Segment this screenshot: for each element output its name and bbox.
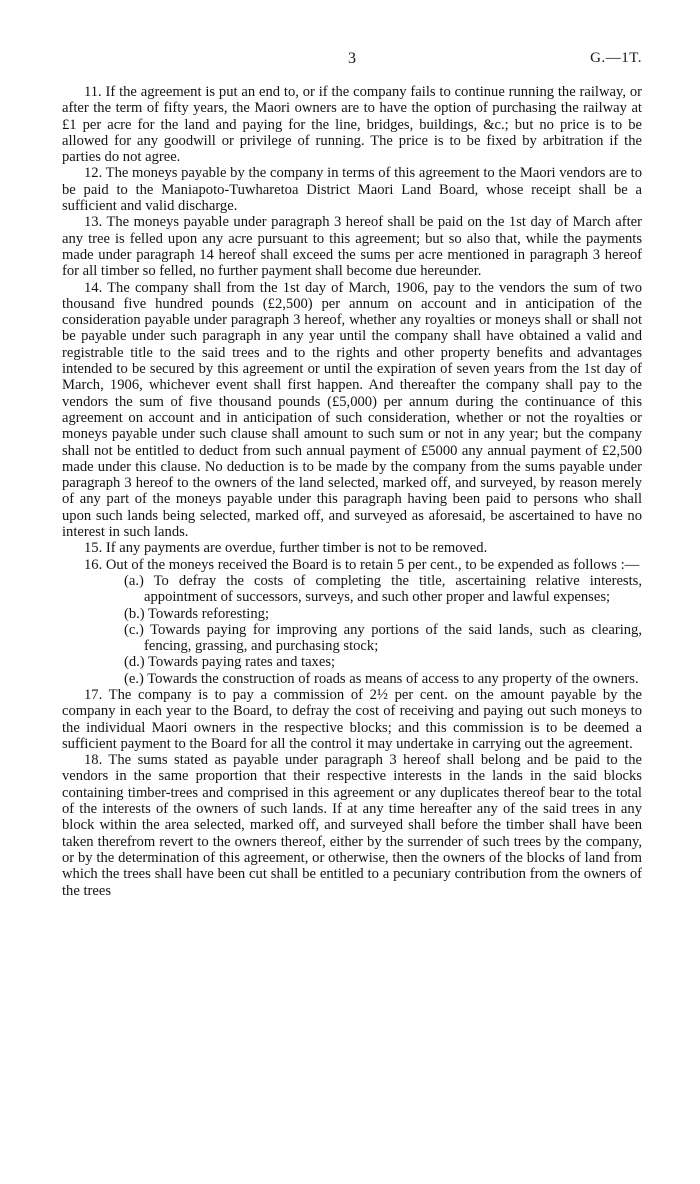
page-header xyxy=(62,50,642,70)
sub-item-a: (a.) To defray the costs of completing the title, ascertaining relative interests, appointment of successors, surveys, and such other proper and lawful expenses; xyxy=(124,572,642,606)
sub-item-e: (e.) Towards the construction of roads as means of access to any property of the owners. xyxy=(124,670,639,687)
paragraph-14: 14. The company shall from the 1st day of March, 1906, pay to the vendors the sum of two thousand five hundred pounds (£2,500) per annum on account and in anticipation of the consideration payable under paragraph 3 hereof, whether any royalties or moneys shall or shall not be payable under such paragraph in any year until the company shall have obtained a valid and registrable title to the said trees and to the rights and other property benefits and advantages intended to be secured by this agreement or until the expiration of seven years from the 1st day of March, 1906, whichever event shall first happen. And thereafter the company shall pay to the vendors the sum of five thousand pounds (£5,000) per annum during the continuance of this agreement on account and in anticipation of such consideration, whether or not the royalties or moneys payable under such clause shall amount to such sum or not in any year; but the company shall not be entitled to deduct from such annual payment of £5000 any annual payment of £2,500 made under this clause. No deduction is to be made by the company from the sums payable under paragraph 3 hereof to the owners of the land selected, marked off, and surveyed, by reason merely of any part of the moneys payable under this paragraph having been paid to persons who shall upon such lands being selected, marked off, and surveyed as aforesaid, be ascertained to have no interest in such lands. xyxy=(62,279,642,541)
document-body xyxy=(62,84,642,899)
paragraph-18: 18. The sums stated as payable under paragraph 3 hereof shall belong and be paid to the vendors in the same proportion that their respective interests in the lands in the said blocks containing timber-trees and comprised in this agreement or any duplicates thereof bear to the total of the interests of the owners of such lands. If at any time hereafter any of the said trees in any block within the area selected, marked off, and surveyed shall before the timber shall have been taken therefrom revert to the owners thereof, either by the surrender of such trees by the company, or by the determination of this agreement, or otherwise, then the owners of the blocks of land from which the trees shall have been cut shall be entitled to a pecuniary contribution from the owners of the trees xyxy=(62,752,642,899)
sub-item-d: (d.) Towards paying rates and taxes; xyxy=(124,654,336,671)
paragraph-11: 11. If the agreement is put an end to, or if the company fails to continue running the railway, or after the term of fifty years, the Maori owners are to have the option of purchasing the railway at £1 per acre for the land and paying for the line, bridges, buildings, &c.; but no price is to be allowed for any goodwill or privilege of running. The price is to be fixed by arbitration if the parties do not agree. xyxy=(62,84,642,166)
paragraph-13: 13. The moneys payable under paragraph 3 hereof shall be paid on the 1st day of March after any tree is felled upon any acre pursuant to this agreement; but so also that, while the payments made under paragraph 14 hereof shall exceed the sums per acre mentioned in paragraph 3 hereof for all timber so felled, no further payment shall become due hereunder. xyxy=(62,214,642,280)
paragraph-15: 15. If any payments are overdue, further timber is not to be removed. xyxy=(84,540,488,557)
page-number: 3 xyxy=(348,50,356,67)
paragraph-17: 17. The company is to pay a commission of 2½ per cent. on the amount payable by the company in each year to the Board, to defray the cost of receiving and paying out such moneys to the individual Maori owners in the respective blocks; and this commission is to be deemed a sufficient payment to the Board for all the control it may undertake in carrying out the agreement. xyxy=(62,686,642,752)
series-code: G.—1T. xyxy=(590,50,642,66)
sub-item-b: (b.) Towards reforesting; xyxy=(124,605,270,622)
sub-item-c: (c.) Towards paying for improving any portions of the said lands, such as clearing, fencing, grassing, and purchasing stock; xyxy=(124,621,642,655)
paragraph-16: 16. Out of the moneys received the Board is to retain 5 per cent., to be expended as follows :— xyxy=(84,556,640,573)
paragraph-12: 12. The moneys payable by the company in terms of this agreement to the Maori vendors are to be paid to the Maniapoto-Tuwharetoa District Maori Land Board, whose receipt shall be a sufficient and valid discharge. xyxy=(62,165,642,215)
